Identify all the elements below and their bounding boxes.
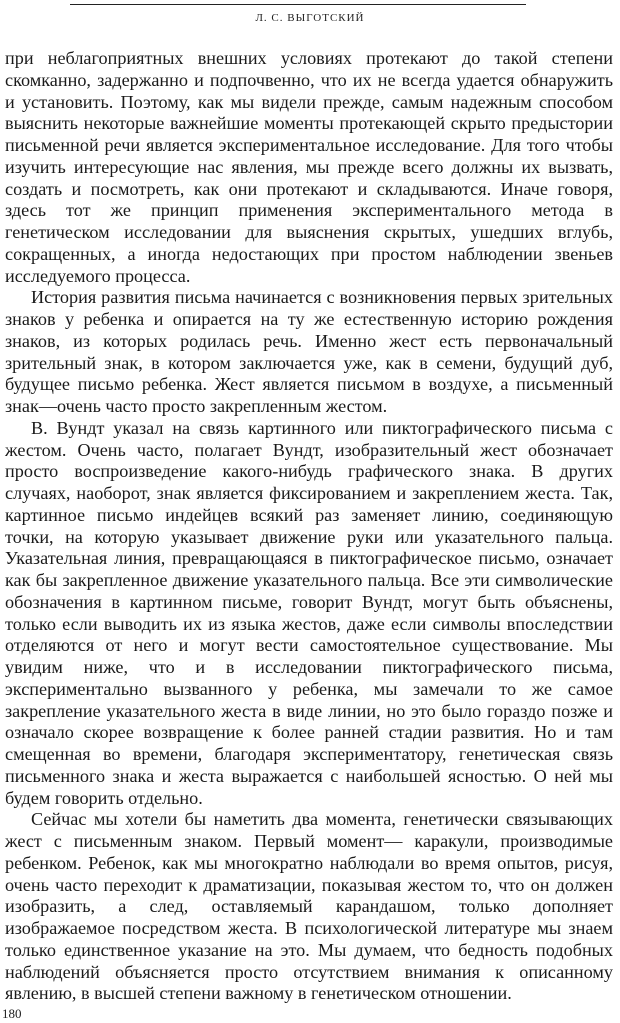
page-number: 180 [2, 1006, 22, 1021]
paragraph-two-moments: Сейчас мы хотели бы наметить два момента, генетически связывающих жест с письменным знаком. Первый момент— каракули, производимые ребенком. Ребенок, как мы многократно наблюдали во время опытов, рисуя, очень часто переходит к драматизации, показывая жестом то, что он должен изобразить, а след, оставляемый карандашом, только дополняет изображаемое посредством жеста. В психологической литературе мы знаем только единственное указание на это. Мы думаем, что бедность подобных наблюдений объясняется просто отсутствием внимания к описанному явлению, в высшей степени важному в генетическом отношении. [5, 809, 613, 1004]
paragraph-wundt: В. Вундт указал на связь картинного или пиктографического письма с жестом. Очень часто, полагает Вундт, изобразительный жест обозначает просто воспроизведение какого-нибудь графического знака. В других случаях, наоборот, знак является фиксированием и закреплением жеста. Так, картинное письмо индейцев всякий раз заменяет линию, соединяющую точки, на которую указывает движение руки или указательного пальца. Указательная линия, превращающаяся в пиктографическое письмо, означает как бы закрепленное движение указательного пальца. Все эти символические обозначения в картинном письме, говорит Вундт, могут быть объяснены, только если выводить их из языка жестов, даже если символы впоследствии отделяются от него и могут вести самостоятельное существование. Мы увидим ниже, что и в исследовании пиктографического письма, экспериментально вызванного у ребенка, мы замечали то же самое закрепление указательного жеста в виде линии, но это было гораздо позже и означало скорее возвращение к более ранней стадии развития. Но и там смещенная во времени, благодаря экспериментатору, генетическая связь письменного знака и жеста выражается с наибольшей ясностью. О ней мы будем говорить отдельно. [5, 417, 613, 808]
paragraph-history-of-writing: История развития письма начинается с возникновения первых зрительных знаков у ребенка и опирается на ту же естественную историю рождения знаков, из которых родилась речь. Именно жест есть первоначальный зрительный знак, в котором заключается уже, как в семени, будущий дуб, будущее письмо ребенка. Жест является письмом в воздухе, а письменный знак—очень часто просто закрепленным жестом. [5, 287, 613, 416]
body-text [5, 48, 613, 1005]
header-rule [70, 4, 526, 5]
running-head: Л. С. ВЫГОТСКИЙ [255, 12, 365, 24]
paragraph-continuation: при неблагоприятных внешних условиях протекают до такой степени скомканно, задержанно и подпочвенно, что их не всегда удается обнаружить и установить. Поэтому, как мы видели прежде, самым надежным способом выяснить некоторые важнейшие моменты протекающей скрыто предыстории письменной речи является экспериментальное исследование. Для того чтобы изучить интересующие нас явления, мы прежде всего должны их вызвать, создать и посмотреть, как они протекают и складываются. Иначе говоря, здесь тот же принцип применения экспериментального метода в генетическом исследовании для выяснения скрытых, ушедших вглубь, сокращенных, а иногда недостающих при простом наблюдении звеньев исследуемого процесса. [5, 48, 613, 286]
